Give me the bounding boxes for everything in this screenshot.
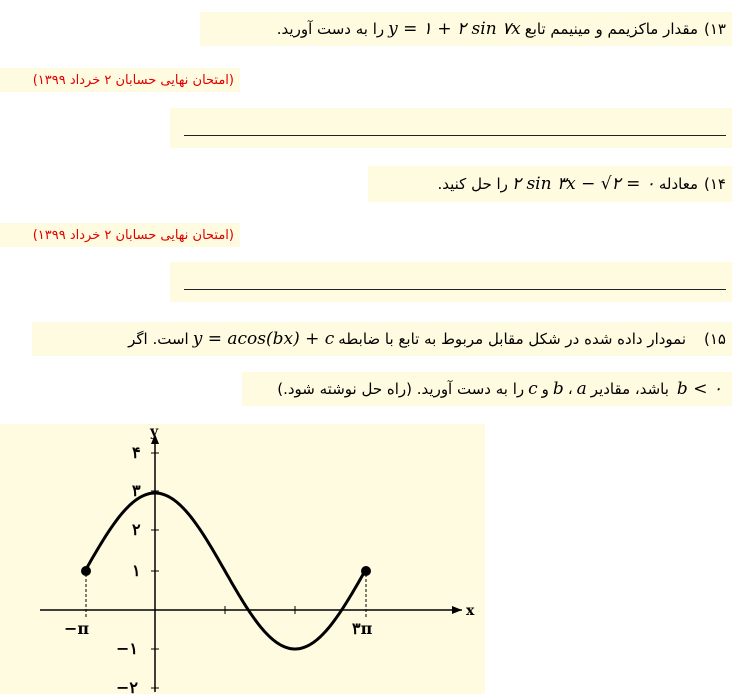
q14-formula: ۲ sin ۳x − √۲ = ۰ xyxy=(511,174,655,194)
cosine-curve xyxy=(85,493,365,649)
q14-line xyxy=(368,166,732,202)
q15-and: و xyxy=(541,380,549,398)
y-tick-4: ۴ xyxy=(132,443,141,462)
x-tick-label-right: ۳π xyxy=(352,619,373,638)
answer-line-1 xyxy=(184,135,726,136)
q14-text-before: معادله xyxy=(658,175,699,193)
answer-area-2[interactable] xyxy=(170,262,732,302)
q15-line-2 xyxy=(242,372,732,406)
y-tick-1: ۱ xyxy=(132,561,141,580)
q15-text-before: نمودار داده شده در شکل مقابل مربوط به تابع با ضابطه xyxy=(338,330,687,348)
graph-svg xyxy=(0,424,485,694)
q13-line xyxy=(200,12,732,46)
q13-text-after: را به دست آورید. xyxy=(276,20,385,38)
q15-text-a: باشد، مقادیر xyxy=(590,380,669,398)
q13-text-before: مقدار ماکزیمم و مینیمم تابع xyxy=(524,20,699,38)
y-tick-minus-2: −۲ xyxy=(116,678,138,694)
y-ticks xyxy=(116,443,159,694)
q14-text-after: را حل کنید. xyxy=(437,175,508,193)
y-tick-2: ۲ xyxy=(132,520,141,539)
x-axis-arrow-icon xyxy=(452,606,462,614)
x-tick-label-left: −π xyxy=(64,619,90,638)
function-graph xyxy=(0,424,485,694)
exam-note-1: (امتحان نهایی حسابان ۲ خرداد ۱۳۹۹) xyxy=(0,68,240,92)
q15-var-c: c xyxy=(528,379,538,399)
y-axis-label: y xyxy=(150,424,159,440)
endpoint-right xyxy=(361,566,371,576)
y-tick-minus-1: −۱ xyxy=(116,639,138,658)
q15-sep: ، xyxy=(567,380,573,398)
y-tick-3: ۳ xyxy=(132,481,141,500)
q15-var-b: b xyxy=(552,379,564,399)
q15-text-after: است. اگر xyxy=(128,330,189,348)
q15-text-b: را به دست آورید. (راه حل نوشته شود.) xyxy=(277,380,525,398)
q13-formula: y = ۱ + ۲ sin ۷x xyxy=(388,19,521,39)
q14-number: ۱۴) xyxy=(704,175,726,193)
q15-formula: y = acos(bx) + c xyxy=(192,329,335,349)
q15-var-a: a xyxy=(576,379,587,399)
q13-number: ۱۳) xyxy=(704,20,726,38)
answer-line-2 xyxy=(184,289,726,290)
q15-line-1 xyxy=(32,322,732,356)
exam-note-2: (امتحان نهایی حسابان ۲ خرداد ۱۳۹۹) xyxy=(0,223,240,247)
endpoint-left xyxy=(81,566,91,576)
q15-condition: b < ۰ xyxy=(676,379,722,399)
x-axis-label: x xyxy=(466,603,475,619)
q15-number: ۱۵) xyxy=(704,330,726,348)
answer-area-1[interactable] xyxy=(170,108,732,148)
